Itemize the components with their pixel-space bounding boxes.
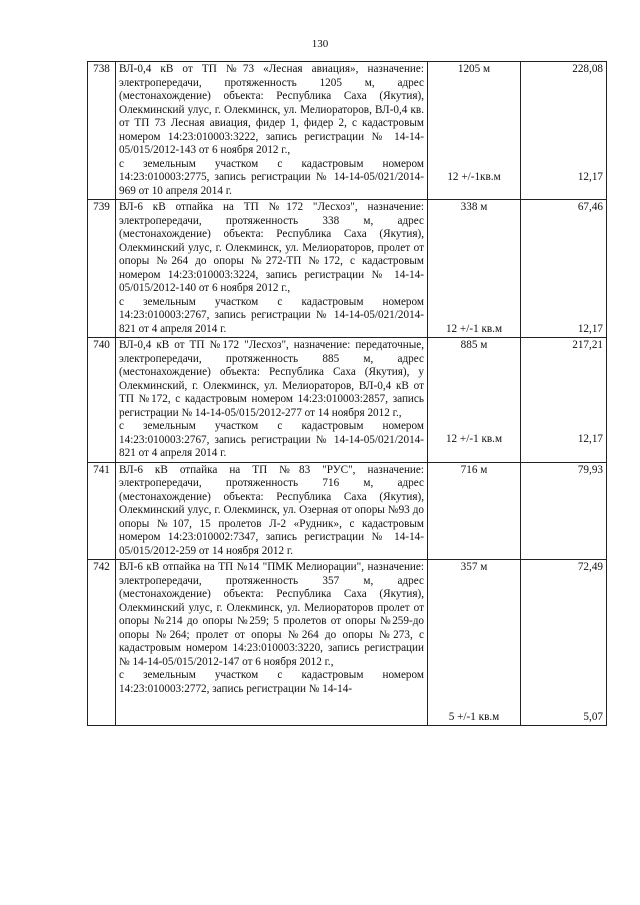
table-row	[88, 338, 607, 463]
object-length: 338 м	[460, 201, 488, 213]
row-number: 739	[88, 200, 116, 338]
row-length	[428, 62, 521, 200]
row-description	[116, 62, 428, 200]
row-description	[116, 200, 428, 338]
table-row	[88, 560, 607, 726]
table-body	[88, 62, 607, 726]
row-value	[521, 200, 607, 338]
land-area: 12 +/-1 кв.м	[445, 432, 503, 445]
row-value	[521, 62, 607, 200]
land-plot-description: с земельным участком с кадастровым номером 14:23:010003:2772, запись регистрации № 14-14-	[119, 669, 424, 695]
row-length	[428, 200, 521, 338]
row-value	[521, 462, 607, 560]
object-value: 79,93	[577, 463, 603, 476]
row-number: 738	[88, 62, 116, 200]
object-description: ВЛ-6 кВ отпайка на ТП №83 "РУС", назначение: электропередачи, протяженность 716 м, адрес (местонахождение) объекта: Республика Саха (Якутия), Олекминский улус, г. Олекминск, ул. Озерная от опоры №93 до опоры №107, 15 пролетов Л-2 «Рудник», с кадастровым номером 14:23:010002:7347, запись регистрации № 14-14-05/015/2012-259 от 14 ноября 2012 г.	[119, 463, 424, 557]
land-plot-description: с земельным участком с кадастровым номером 14:23:010003:2767, запись регистрации № 14-14-05/021/2014-821 от 4 апреля 2014 г.	[119, 295, 424, 335]
land-value: 12,17	[577, 170, 603, 183]
row-number: 742	[88, 560, 116, 726]
object-description: ВЛ-6 кВ отпайка на ТП №14 "ПМК Мелиорации", назначение: электропередачи, протяженность 357 м, адрес (местонахождение) объекта: Республика Саха (Якутия), Олекминский улус, г. Олекминск, ул. Мелиораторов пролет от опоры №214 до опоры №259; 5 пролетов от опоры №259-до опоры №264; пролет от опоры №264 до опоры №273, с кадастровым номером 14:23:010003:3220, запись регистрации № 14-14-05/015/2012-147 от 6 ноября 2012 г.,	[119, 561, 424, 668]
row-value	[521, 338, 607, 463]
object-value: 67,46	[577, 201, 603, 213]
object-value: 228,08	[572, 63, 603, 75]
land-value: 12,17	[577, 322, 603, 335]
land-plot-description: с земельным участком с кадастровым номером 14:23:010003:2767, запись регистрации № 14-14-05/021/2014-821 от 4 апреля 2014 г.	[119, 420, 424, 459]
land-value: 5,07	[583, 710, 603, 723]
table-row	[88, 200, 607, 338]
land-area: 12 +/-1кв.м	[447, 170, 501, 183]
object-description: ВЛ-0,4 кВ от ТП №172 "Лесхоз", назначение: передаточные, электропередачи, протяженность 885 м, адрес (местонахождение) объекта: Республика Саха (Якутия), у Олекминский, г. Олекминск, ул. Мелиораторов, ВЛ-0,4 кВ от ТП №172, с кадастровым номером 14:23:010003:2857, запись регистрации № 14-14-05/015/2012-277 от 14 ноября 2012 г.,	[119, 339, 424, 419]
land-area: 12 +/-1 кв.м	[445, 322, 503, 335]
object-value: 217,21	[572, 339, 603, 351]
row-length	[428, 338, 521, 463]
row-length	[428, 462, 521, 560]
table-row	[88, 62, 607, 200]
property-register-table	[87, 61, 607, 726]
row-description	[116, 560, 428, 726]
land-value: 12,17	[577, 432, 603, 445]
row-description	[116, 338, 428, 463]
object-length: 885 м	[460, 339, 488, 351]
page-number: 130	[311, 38, 329, 50]
row-length	[428, 560, 521, 726]
object-description: ВЛ-6 кВ отпайка на ТП №172 "Лесхоз", назначение: электропередачи, протяженность 338 м, адрес (местонахождение) объекта: Республика Саха (Якутия), Олекминский улус, г. Олекминск, ул. Мелиораторов, пролет от опоры №264 до опоры №272-ТП №172, с кадастровым номером 14:23:010003:3224, запись регистрации № 14-14-05/015/2012-140 от 6 ноября 2012 г.,	[119, 201, 424, 294]
row-value	[521, 560, 607, 726]
row-number: 740	[88, 338, 116, 463]
row-description	[116, 462, 428, 560]
land-area: 5 +/-1 кв.м	[448, 710, 500, 723]
object-length: 1205 м	[457, 63, 491, 75]
object-value: 72,49	[577, 561, 603, 573]
row-number: 741	[88, 462, 116, 560]
object-length: 716 м	[460, 463, 488, 476]
land-plot-description: с земельным участком с кадастровым номером 14:23:010003:2775, запись регистрации № 14-14-05/021/2014-969 от 10 апреля 2014 г.	[119, 157, 424, 197]
object-description: ВЛ-0,4 кВ от ТП №73 «Лесная авиация», назначение: электропередачи, протяженность 1205 м, адрес (местонахождение) объекта: Республика Саха (Якутия), Олекминский улус, г. Олекминск, ул. Мелиораторов, ВЛ-0,4 кв. от ТП 73 Лесная авиация, фидер 1, фидер 2, с кадастровым номером 14:23:010003:3222, запись регистрации № 14-14-05/015/2012-143 от 6 ноября 2012 г.,	[119, 63, 424, 156]
table-row	[88, 462, 607, 560]
object-length: 357 м	[460, 561, 488, 573]
